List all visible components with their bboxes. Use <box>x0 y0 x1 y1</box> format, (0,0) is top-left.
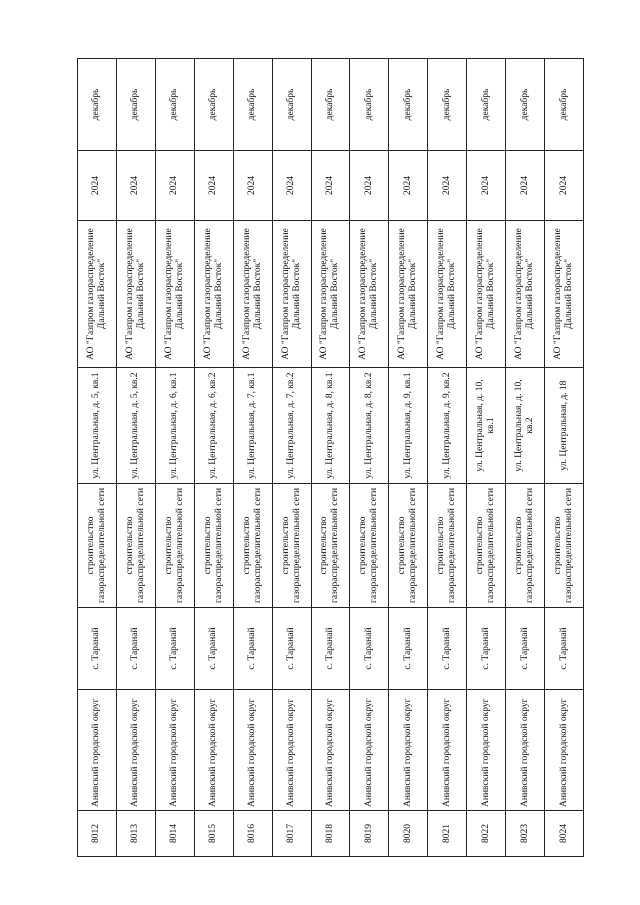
cell-year: 2024 <box>194 151 233 221</box>
cell-work-type: строительство газораспределительной сети <box>350 484 389 608</box>
cell-locality: с. Таранай <box>311 608 350 690</box>
table-row <box>78 59 117 857</box>
cell-locality: с. Таранай <box>467 608 506 690</box>
cell-year: 2024 <box>428 151 467 221</box>
cell-number: 8019 <box>350 811 389 857</box>
cell-work-type: строительство газораспределительной сети <box>116 484 155 608</box>
cell-address: ул. Центральная, д. 18 <box>545 368 584 484</box>
table-row <box>116 59 155 857</box>
cell-organization: АО "Газпром газораспределение Дальний Восток" <box>272 221 311 368</box>
cell-district: Анивский городской округ <box>272 690 311 811</box>
cell-address: ул. Центральная, д. 10, кв.1 <box>467 368 506 484</box>
cell-work-type: строительство газораспределительной сети <box>506 484 545 608</box>
cell-district: Анивский городской округ <box>350 690 389 811</box>
cell-year: 2024 <box>272 151 311 221</box>
cell-number: 8024 <box>545 811 584 857</box>
table-row <box>389 59 428 857</box>
cell-address: ул. Центральная, д. 9, кв.1 <box>389 368 428 484</box>
table-row <box>467 59 506 857</box>
cell-locality: с. Таранай <box>233 608 272 690</box>
cell-year: 2024 <box>78 151 117 221</box>
cell-district: Анивский городской округ <box>506 690 545 811</box>
cell-address: ул. Центральная, д. 5, кв.1 <box>78 368 117 484</box>
cell-work-type: строительство газораспределительной сети <box>233 484 272 608</box>
cell-month: декабрь <box>311 59 350 151</box>
table-body <box>78 59 584 857</box>
table-row <box>311 59 350 857</box>
cell-locality: с. Таранай <box>194 608 233 690</box>
cell-locality: с. Таранай <box>506 608 545 690</box>
table-row <box>545 59 584 857</box>
gasification-schedule-table <box>77 58 584 857</box>
table-row <box>194 59 233 857</box>
cell-organization: АО "Газпром газораспределение Дальний Восток" <box>194 221 233 368</box>
cell-district: Анивский городской округ <box>389 690 428 811</box>
table-row <box>428 59 467 857</box>
cell-address: ул. Центральная, д. 7, кв.2 <box>272 368 311 484</box>
cell-month: декабрь <box>78 59 117 151</box>
cell-number: 8020 <box>389 811 428 857</box>
cell-number: 8012 <box>78 811 117 857</box>
cell-locality: с. Таранай <box>155 608 194 690</box>
cell-work-type: строительство газораспределительной сети <box>78 484 117 608</box>
cell-organization: АО "Газпром газораспределение Дальний Восток" <box>78 221 117 368</box>
cell-month: декабрь <box>116 59 155 151</box>
cell-address: ул. Центральная, д. 7, кв.1 <box>233 368 272 484</box>
cell-number: 8016 <box>233 811 272 857</box>
cell-number: 8023 <box>506 811 545 857</box>
cell-district: Анивский городской округ <box>428 690 467 811</box>
cell-number: 8014 <box>155 811 194 857</box>
cell-year: 2024 <box>155 151 194 221</box>
cell-locality: с. Таранай <box>545 608 584 690</box>
table-row <box>233 59 272 857</box>
cell-work-type: строительство газораспределительной сети <box>155 484 194 608</box>
cell-month: декабрь <box>428 59 467 151</box>
cell-work-type: строительство газораспределительной сети <box>389 484 428 608</box>
cell-month: декабрь <box>506 59 545 151</box>
cell-district: Анивский городской округ <box>467 690 506 811</box>
cell-district: Анивский городской округ <box>233 690 272 811</box>
cell-work-type: строительство газораспределительной сети <box>428 484 467 608</box>
cell-year: 2024 <box>116 151 155 221</box>
cell-year: 2024 <box>350 151 389 221</box>
cell-number: 8015 <box>194 811 233 857</box>
cell-district: Анивский городской округ <box>155 690 194 811</box>
cell-address: ул. Центральная, д. 6, кв.2 <box>194 368 233 484</box>
table-row <box>155 59 194 857</box>
cell-month: декабрь <box>350 59 389 151</box>
cell-locality: с. Таранай <box>389 608 428 690</box>
cell-month: декабрь <box>389 59 428 151</box>
cell-work-type: строительство газораспределительной сети <box>194 484 233 608</box>
cell-month: декабрь <box>272 59 311 151</box>
cell-month: декабрь <box>467 59 506 151</box>
cell-year: 2024 <box>389 151 428 221</box>
cell-district: Анивский городской округ <box>545 690 584 811</box>
cell-address: ул. Центральная, д. 6, кв.1 <box>155 368 194 484</box>
cell-organization: АО "Газпром газораспределение Дальний Восток" <box>545 221 584 368</box>
cell-organization: АО "Газпром газораспределение Дальний Восток" <box>116 221 155 368</box>
cell-month: декабрь <box>155 59 194 151</box>
cell-locality: с. Таранай <box>350 608 389 690</box>
cell-address: ул. Центральная, д. 5, кв.2 <box>116 368 155 484</box>
cell-organization: АО "Газпром газораспределение Дальний Восток" <box>155 221 194 368</box>
cell-month: декабрь <box>194 59 233 151</box>
cell-organization: АО "Газпром газораспределение Дальний Восток" <box>311 221 350 368</box>
cell-work-type: строительство газораспределительной сети <box>545 484 584 608</box>
cell-year: 2024 <box>233 151 272 221</box>
cell-organization: АО "Газпром газораспределение Дальний Восток" <box>428 221 467 368</box>
cell-district: Анивский городской округ <box>78 690 117 811</box>
cell-organization: АО "Газпром газораспределение Дальний Восток" <box>389 221 428 368</box>
cell-address: ул. Центральная, д. 8, кв.2 <box>350 368 389 484</box>
table-row <box>272 59 311 857</box>
cell-year: 2024 <box>311 151 350 221</box>
cell-address: ул. Центральная, д. 9, кв.2 <box>428 368 467 484</box>
cell-locality: с. Таранай <box>272 608 311 690</box>
cell-locality: с. Таранай <box>116 608 155 690</box>
rotated-table-wrapper <box>77 59 584 857</box>
cell-number: 8021 <box>428 811 467 857</box>
cell-locality: с. Таранай <box>78 608 117 690</box>
cell-number: 8017 <box>272 811 311 857</box>
cell-district: Анивский городской округ <box>116 690 155 811</box>
cell-district: Анивский городской округ <box>311 690 350 811</box>
cell-district: Анивский городской округ <box>194 690 233 811</box>
table-row <box>506 59 545 857</box>
cell-organization: АО "Газпром газораспределение Дальний Восток" <box>233 221 272 368</box>
cell-month: декабрь <box>545 59 584 151</box>
cell-year: 2024 <box>545 151 584 221</box>
cell-organization: АО "Газпром газораспределение Дальний Восток" <box>350 221 389 368</box>
cell-month: декабрь <box>233 59 272 151</box>
cell-number: 8013 <box>116 811 155 857</box>
cell-organization: АО "Газпром газораспределение Дальний Восток" <box>506 221 545 368</box>
cell-address: ул. Центральная, д. 10, кв.2 <box>506 368 545 484</box>
cell-work-type: строительство газораспределительной сети <box>311 484 350 608</box>
cell-address: ул. Центральная, д. 8, кв.1 <box>311 368 350 484</box>
table-row <box>350 59 389 857</box>
cell-work-type: строительство газораспределительной сети <box>467 484 506 608</box>
cell-work-type: строительство газораспределительной сети <box>272 484 311 608</box>
cell-number: 8022 <box>467 811 506 857</box>
cell-number: 8018 <box>311 811 350 857</box>
cell-locality: с. Таранай <box>428 608 467 690</box>
cell-year: 2024 <box>467 151 506 221</box>
cell-year: 2024 <box>506 151 545 221</box>
cell-organization: АО "Газпром газораспределение Дальний Восток" <box>467 221 506 368</box>
